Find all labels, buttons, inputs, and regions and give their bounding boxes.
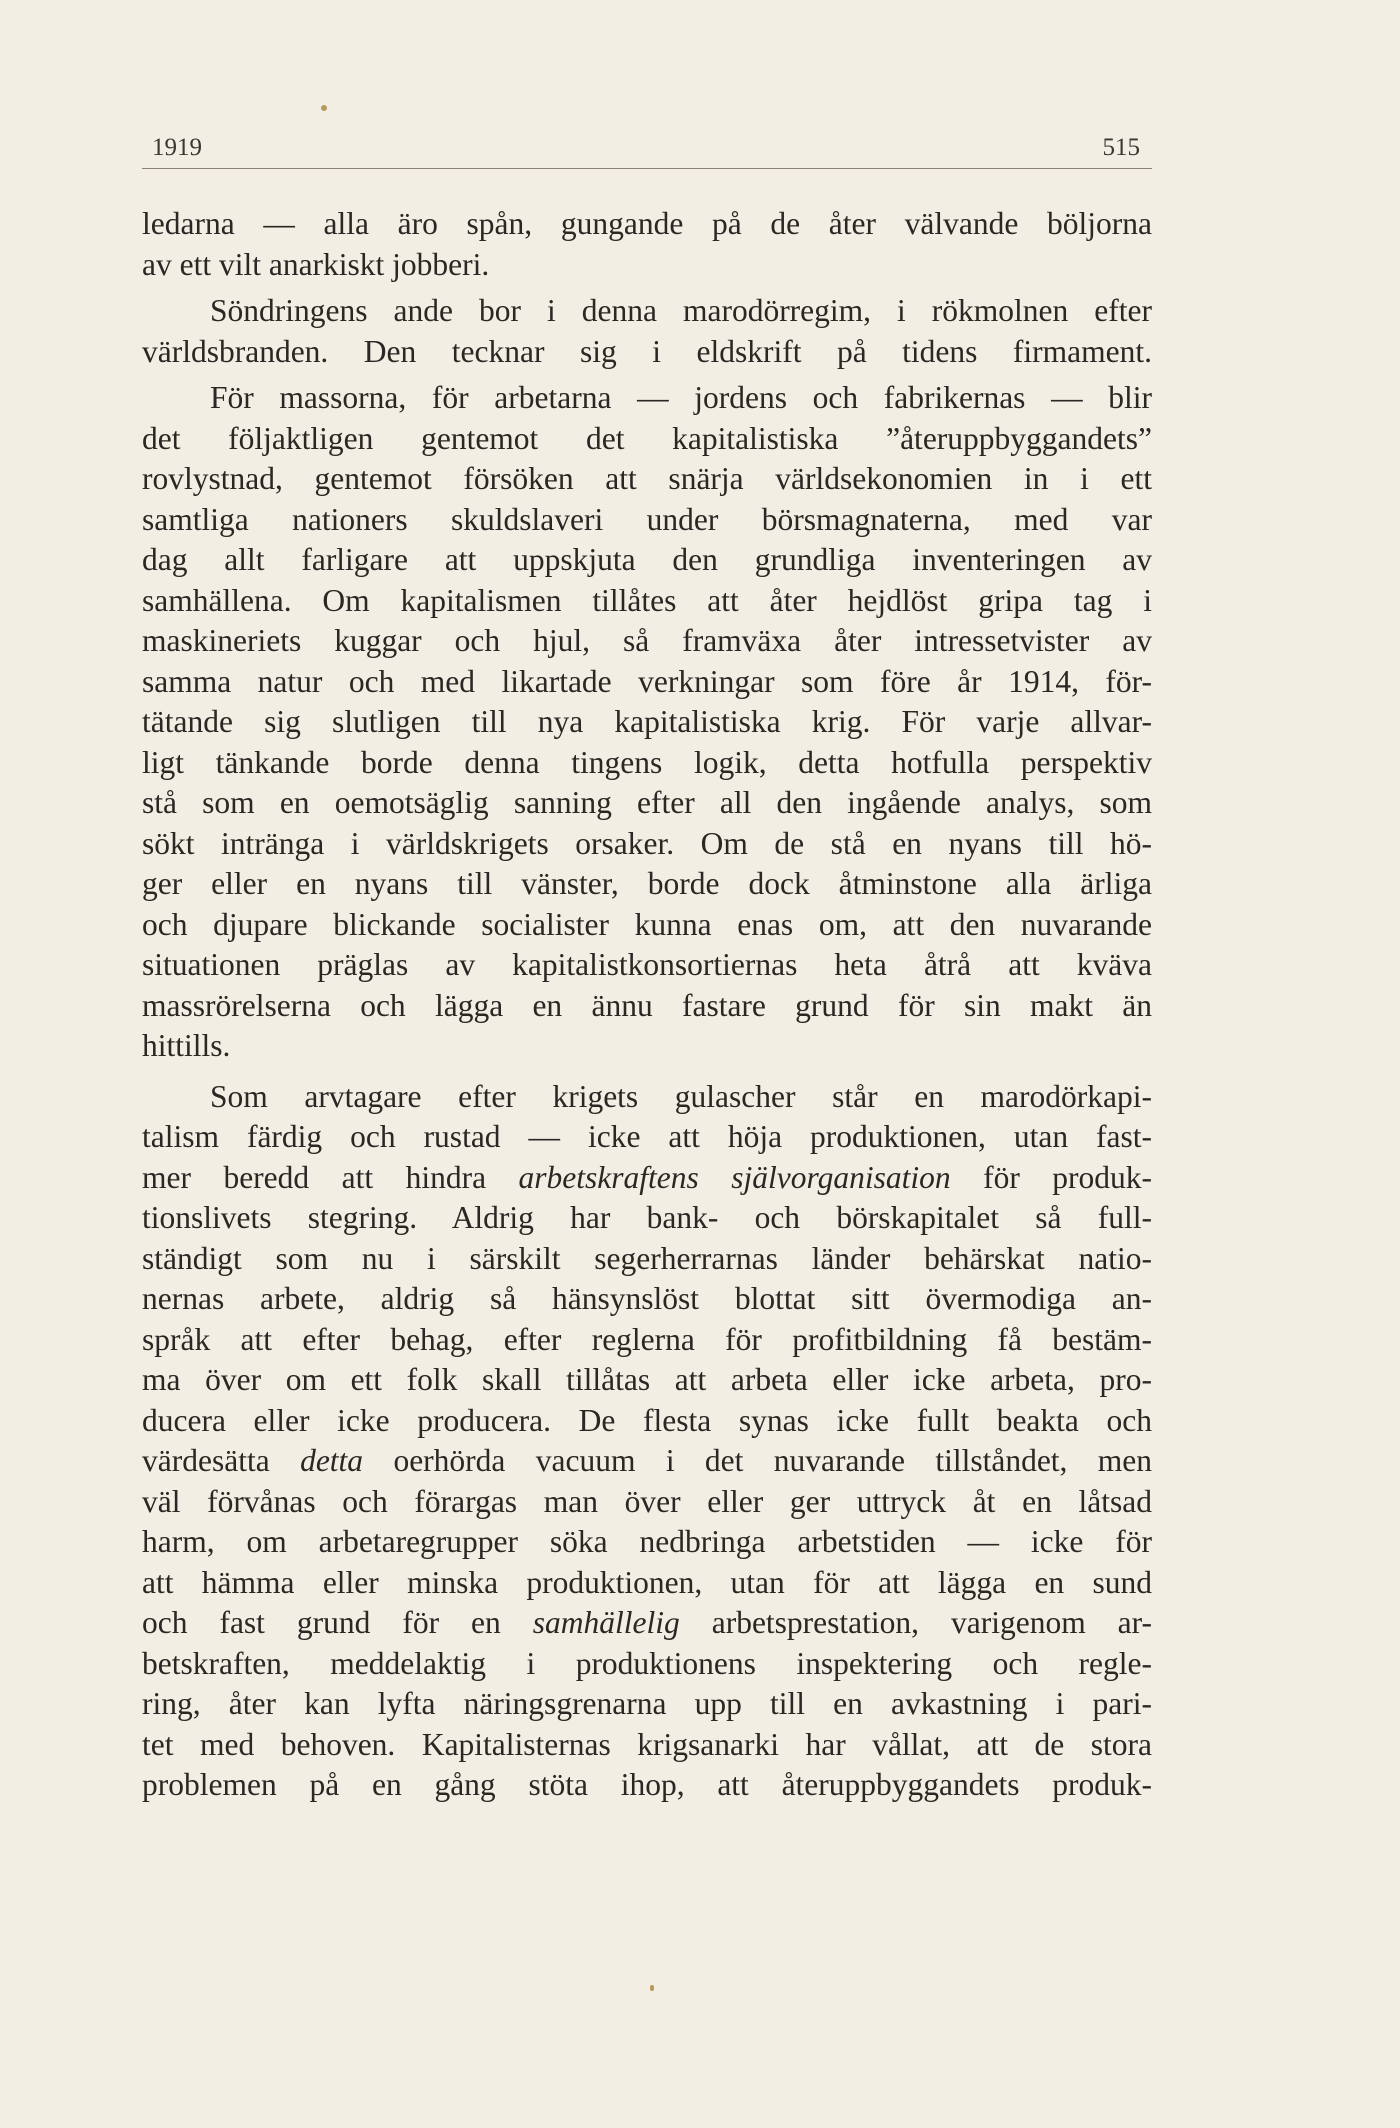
text-line-with-italic: mer beredd att hindra arbetskraftens självorganisation för produk- — [142, 1159, 1152, 1195]
text-line-with-italic: och fast grund för en samhällelig arbetsprestation, varigenom ar- — [142, 1605, 1152, 1640]
text-line: språk att efter behag, efter reglerna för profitbildning få bestäm- — [142, 1321, 1152, 1357]
text-line: harm, om arbetaregrupper söka nedbringa arbetstiden — icke för — [142, 1524, 1152, 1559]
running-header — [142, 132, 1152, 169]
text-line: rovlystnad, gentemot försöken att snärja världsekonomien in i ett — [142, 461, 1152, 496]
text-line: tet med behoven. Kapitalisternas krigsanarki har vållat, att de stora — [142, 1726, 1152, 1762]
text-line: situationen präglas av kapitalistkonsortiernas heta åtrå att kväva — [142, 947, 1152, 982]
page-number: 515 — [1102, 134, 1140, 161]
text-line: samtliga nationers skuldslaveri under börsmagnaterna, med var — [142, 501, 1152, 537]
text-line: ring, åter kan lyfta näringsgrenarna upp till en avkastning i pari- — [142, 1686, 1152, 1721]
ink-speck — [321, 105, 327, 111]
text-line: det följaktligen gentemot det kapitalistiska ”återuppbyggandets” — [142, 420, 1152, 456]
text-line: av ett vilt anarkiskt jobberi. — [142, 246, 490, 282]
text-line: ducera eller icke producera. De flesta synas icke fullt beakta och — [142, 1402, 1152, 1438]
text-line: problemen på en gång stöta ihop, att återuppbyggandets produk- — [142, 1767, 1152, 1802]
text-line: och djupare blickande socialister kunna enas om, att den nuvarande — [142, 906, 1152, 942]
text-line: ligt tänkande borde denna tingens logik, detta hotfulla perspektiv — [142, 744, 1152, 780]
text-line: samhällena. Om kapitalismen tillåtes att åter hejdlöst gripa tag i — [142, 582, 1152, 618]
text-line: världsbranden. Den tecknar sig i eldskrift på tidens firmament. — [142, 333, 1152, 369]
body-text — [142, 204, 1152, 1806]
text-line: talism färdig och rustad — icke att höja produktionen, utan fast- — [142, 1119, 1152, 1154]
text-line: tätande sig slutligen till nya kapitalistiska krig. För varje allvar- — [142, 704, 1152, 739]
text-line: sökt intränga i världskrigets orsaker. Om de stå en nyans till hö- — [142, 825, 1152, 861]
text-line: Söndringens ande bor i denna marodörregim, i rökmolnen efter — [210, 293, 1152, 328]
italic-phrase: arbetskraftens självorganisation — [518, 1159, 951, 1195]
ink-speck — [650, 1985, 654, 1991]
text-line: stå som en oemotsäglig sanning efter all den ingående analys, som — [142, 785, 1152, 820]
text-line: ständigt som nu i särskilt segerherrarnas länder behärskat natio- — [142, 1240, 1152, 1276]
text-line: Som arvtagare efter krigets gulascher står en marodörkapi- — [210, 1078, 1152, 1114]
text-line: betskraften, meddelaktig i produktionens inspektering och regle- — [142, 1645, 1152, 1681]
italic-word: samhällelig — [532, 1605, 680, 1640]
text-line: tionslivets stegring. Aldrig har bank- och börskapitalet så full- — [142, 1200, 1152, 1235]
paragraph-1 — [142, 204, 1152, 285]
text-line: ledarna — alla äro spån, gungande på de åter välvande böljorna — [142, 206, 1152, 241]
paragraph-4 — [142, 1077, 1152, 1806]
text-line: dag allt farligare att uppskjuta den grundliga inventeringen av — [142, 542, 1152, 577]
text-line: massrörelserna och lägga en ännu fastare grund för sin makt än — [142, 987, 1152, 1023]
paragraph-3 — [142, 378, 1152, 1067]
text-line: maskineriets kuggar och hjul, så framväxa åter intressetvister av — [142, 623, 1152, 658]
text-line: nernas arbete, aldrig så hänsynslöst blottat sitt övermodiga an- — [142, 1281, 1152, 1316]
text-line: ma över om ett folk skall tillåtas att arbeta eller icke arbeta, pro- — [142, 1362, 1152, 1397]
text-line: att hämma eller minska produktionen, utan för att lägga en sund — [142, 1564, 1152, 1600]
text-line-with-italic: värdesätta detta oerhörda vacuum i det nuvarande tillståndet, men — [142, 1443, 1152, 1478]
italic-word: detta — [300, 1443, 364, 1478]
text-line: väl förvånas och förargas man över eller ger uttryck åt en låtsad — [142, 1483, 1152, 1519]
paragraph-2 — [142, 291, 1152, 372]
header-year: 1919 — [152, 134, 202, 161]
text-line: ger eller en nyans till vänster, borde dock åtminstone alla ärliga — [142, 866, 1152, 901]
text-line: hittills. — [142, 1028, 231, 1063]
text-line: För massorna, för arbetarna — jordens och fabrikernas — blir — [210, 380, 1152, 415]
text-line: samma natur och med likartade verkningar som före år 1914, för- — [142, 663, 1152, 699]
